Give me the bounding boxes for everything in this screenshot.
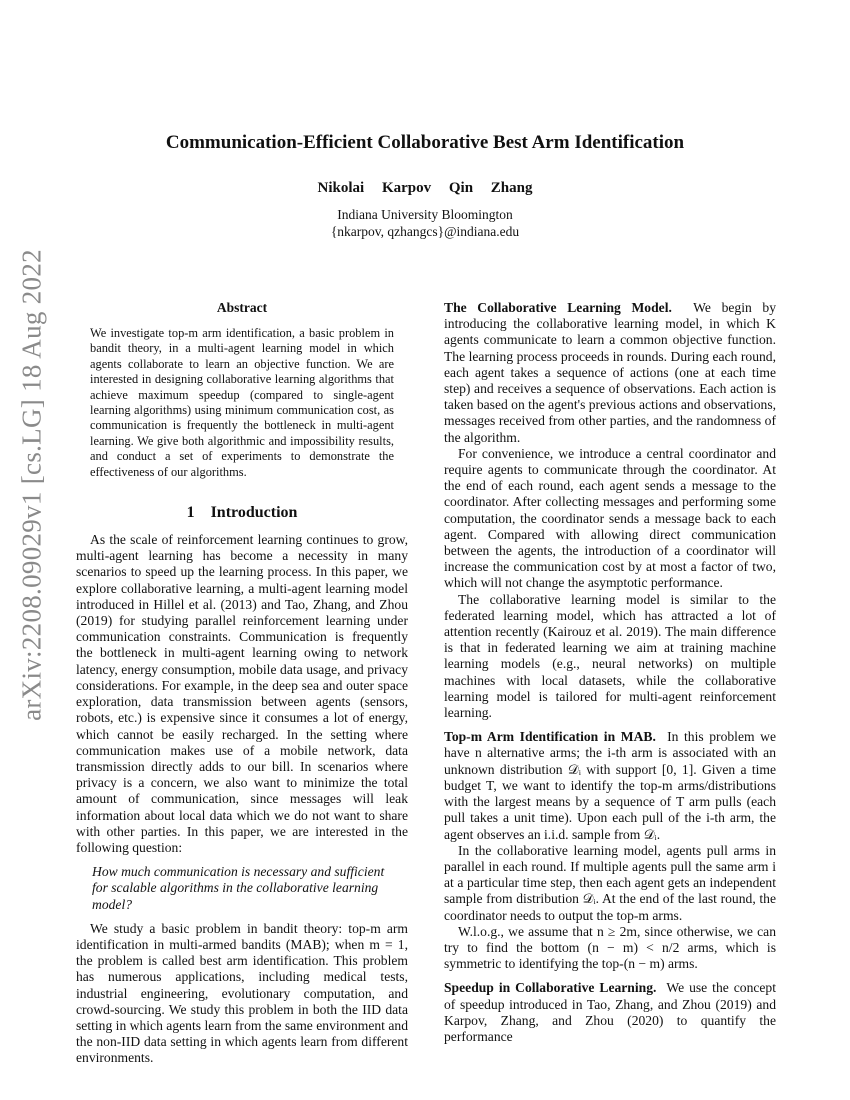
- authors: Nikolai Karpov Qin Zhang: [317, 180, 533, 196]
- speedup-paragraph-text: We use the concept of speedup introduced in Tao, Zhang, and Zhou (2019) and Karpov, Zhang, and Zhou (2020) to quantify the performance: [444, 980, 777, 1044]
- arxiv-stamp-text: arXiv:2208.09029v1 [cs.LG] 18 Aug 2022: [16, 249, 47, 721]
- model-paragraph-1-text: We begin by introducing the collaborative learning model, in which K agents communicate to learn a common objective function. The learning process proceeds in rounds. During each round, each agent takes a sequence of actions (one at each time step) and receives a sequence of observations. Each action is taken based on the agent's previous actions and observations, messages received from other parties, and the randomness of the algorithm.: [444, 300, 777, 445]
- research-question: How much communication is necessary and sufficient for scalable algorithms in the collaborative learning model?: [92, 864, 385, 912]
- model-heading: The Collaborative Learning Model.: [444, 300, 672, 315]
- intro-paragraph-1: As the scale of reinforcement learning continues to grow, multi-agent learning has become a necessity in many scenarios to speed up the learning process. In this paper, we explore collaborative learning, a multi-agent learning model introduced in Hillel et al. (2013) and Tao, Zhang, and Zhou (2019) for studying parallel reinforcement learning under communication constraints. Communication is frequently the bottleneck in multi-agent learning owing to network latency, energy consumption, mobile data usage, and privacy considerations. For example, in the deep sea and outer space exploration, data transmission between agents (sensors, robots, etc.) is expensive since it consumes a lot of energy, which cannot be easily recharged. In the setting where communication makes use of a mobile network, data transmission directly adds to our bill. In scenarios where privacy is a concern, we also want to minimize the total amount of communication, since messages will leak information about local data which we do not want to share with other parties. In this paper, we are interested in the following question:: [76, 532, 408, 855]
- section-heading-introduction: 1 Introduction: [186, 504, 298, 522]
- speedup-heading: Speedup in Collaborative Learning.: [444, 980, 657, 996]
- left-column: [76, 300, 408, 1067]
- paper-title: Communication-Efficient Collaborative Best Arm Identification: [165, 132, 685, 153]
- topm-paragraph-3: W.l.o.g., we assume that n ≥ 2m, since otherwise, we can try to find the bottom (n − m) < n/2 arms, which is symmetric to identifying the top-(n − m) arms.: [444, 923, 776, 972]
- topm-heading: Top-m Arm Identification in MAB.: [444, 729, 656, 745]
- topm-paragraph-2: In the collaborative learning model, agents pull arms in parallel in each round. If multiple agents pull the same arm i at a particular time step, then each agent gets an independent sample from distribution 𝒟ᵢ. At the end of the last round, the coordinator needs to output the top-m arms.: [444, 842, 776, 923]
- emails: {nkarpov, qzhangcs}@indiana.edu: [330, 224, 520, 239]
- model-paragraph-3: The collaborative learning model is similar to the federated learning model, which has attracted a lot of attention recently (Kairouz et al. 2019). The main difference is that in federated learning we aim at training machine learning models (e.g., neural networks) on multiple machines with local datasets, while the collaborative learning model is tailored for multi-agent reinforcement learning.: [444, 591, 776, 721]
- intro-paragraph-2: We study a basic problem in bandit theory: top-m arm identification in multi-armed bandits (MAB); when m = 1, the problem is called best arm identification. This problem has numerous applications, including medical tests, industrial engineering, evolutionary computation, and crowd-sourcing. We study this problem in both the IID data setting in which agents learn from the same environment and the non-IID data setting in which agents learn from different environments.: [76, 920, 408, 1066]
- abstract-heading: Abstract: [216, 300, 268, 315]
- right-column: [444, 300, 776, 1045]
- arxiv-stamp: [10, 249, 54, 721]
- topm-paragraph-1-text: In this problem we have n alternative arms; the i-th arm is associated with an unknown distribution 𝒟ᵢ with support [0, 1]. Given a time budget T, we want to identify the top-m arms/distributions with the largest means by a sequence of T arm pulls (each pull takes a unit time). Upon each pull of the i-th arm, the agent observes an i.i.d. sample from 𝒟ᵢ.: [444, 729, 777, 842]
- affiliation: Indiana University Bloomington: [337, 207, 513, 222]
- speedup-paragraph: [444, 980, 776, 1045]
- model-paragraph-2: For convenience, we introduce a central coordinator and require agents to communicate through the coordinator. At the end of each round, each agent sends a message to the coordinator. After collecting messages and performing some computation, the coordinator sends a message back to each agent. Compared with allowing direct communication between the agents, the introduction of a coordinator will increase the communication cost by at most a factor of two, which will not change the asymptotic performance.: [444, 445, 776, 591]
- topm-paragraph-1: [444, 729, 776, 842]
- affiliation-block: [0, 206, 850, 240]
- model-paragraph-1: [444, 300, 776, 446]
- abstract-text: We investigate top-m arm identification, a basic problem in bandit theory, in a multi-agent learning model in which agents collaborate to learn an objective function. We are interested in designing collaborative learning algorithms that achieve maximum speedup (compared to single-agent learning algorithms) using minimum communication cost, as communication is frequently the bottleneck in multi-agent learning. We give both algorithmic and impossibility results, and conduct a set of experiments to demonstrate the effectiveness of our algorithms.: [90, 326, 394, 479]
